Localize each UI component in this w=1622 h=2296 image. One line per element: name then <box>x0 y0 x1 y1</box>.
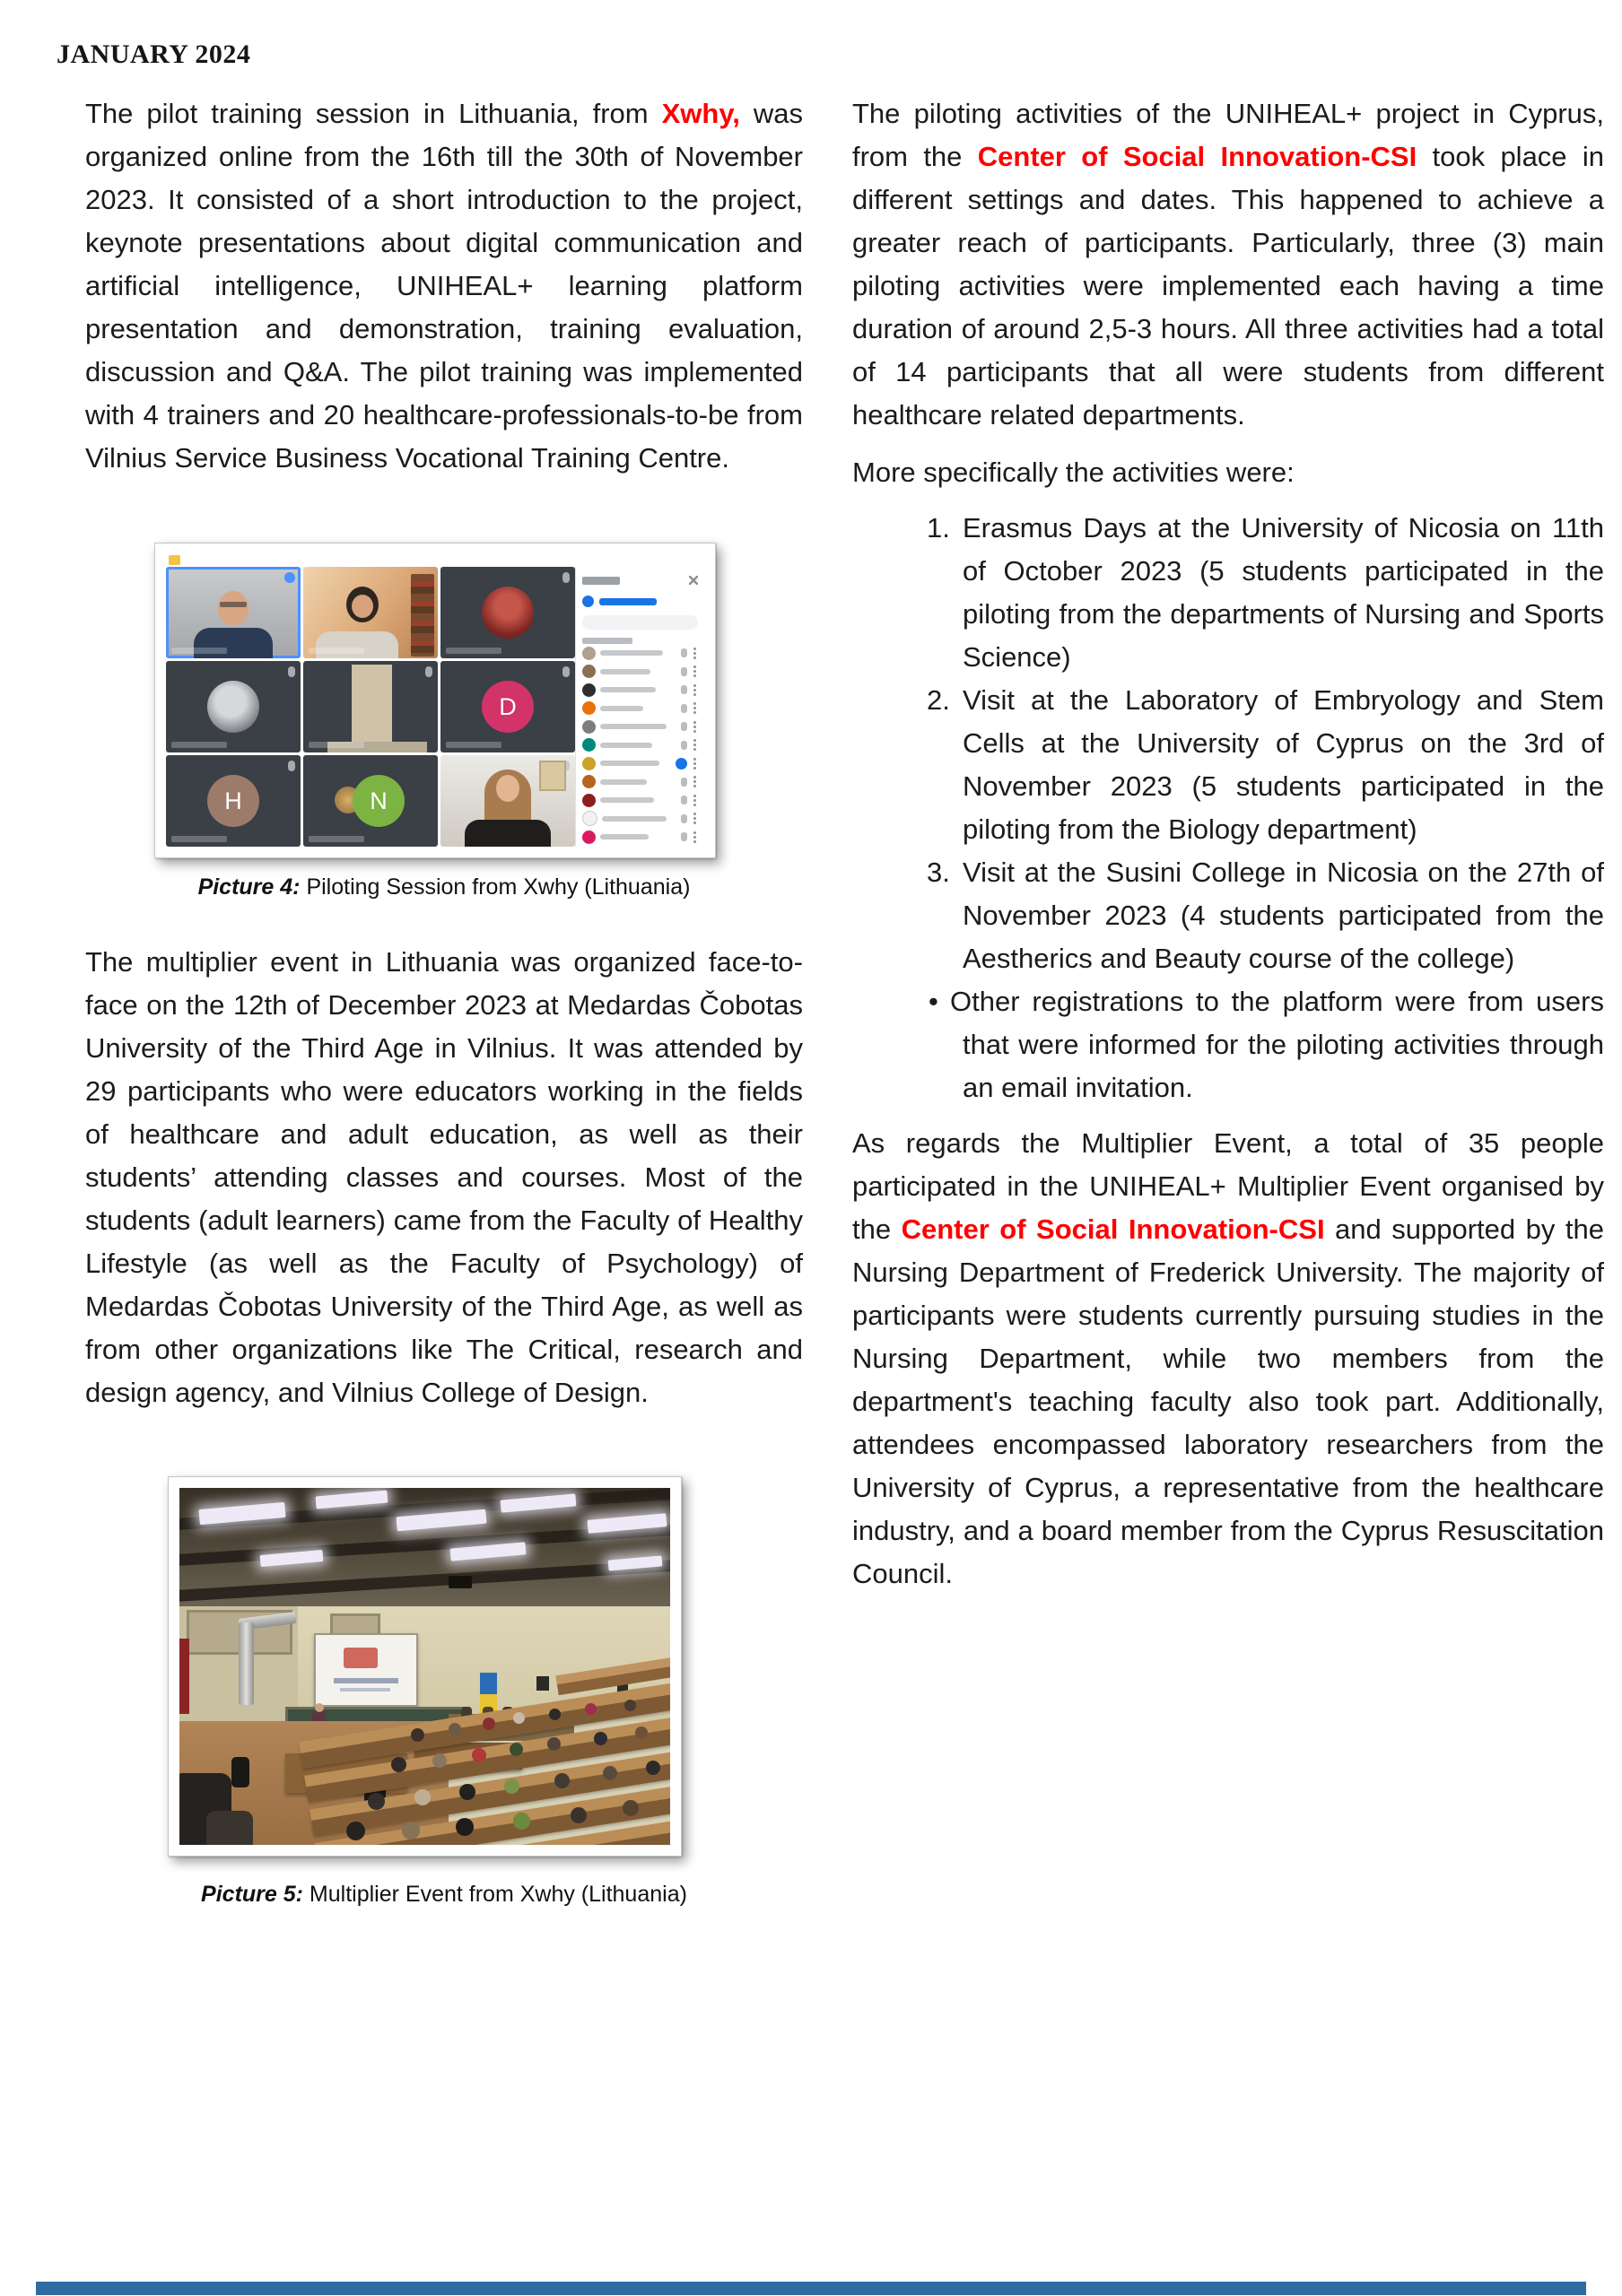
mic-icon <box>681 796 687 804</box>
audience-head <box>449 1723 461 1735</box>
name-label <box>309 648 364 654</box>
list-marker: 3. <box>927 857 950 888</box>
chair <box>231 1757 249 1787</box>
participant-tile <box>303 567 438 658</box>
audience-head <box>571 1807 587 1823</box>
paragraph-text: took place in different settings and dates. This happened to achieve a greater reach of participants. Particularly, three (3) main piloting activities were implemented each having a time duration of around 2,5-3 hours. All three activities had a total of 14 participants that all were students from different healthcare related departments. <box>852 141 1604 430</box>
participant-grid <box>166 567 575 847</box>
footer-accent-bar <box>36 2282 1586 2295</box>
audience-head <box>456 1818 474 1836</box>
audience-head <box>459 1784 475 1800</box>
list-marker: 1. <box>927 512 950 544</box>
name-label <box>446 742 501 748</box>
participant-row <box>582 644 698 663</box>
audience-head <box>368 1793 385 1810</box>
audience-head <box>391 1757 406 1772</box>
participant-tile <box>303 755 438 847</box>
mic-icon <box>681 704 687 713</box>
mic-icon <box>681 667 687 676</box>
audience-head <box>472 1748 486 1762</box>
paragraph-text: The pilot training session in Lithuania, from <box>85 98 662 129</box>
participant-row <box>582 681 698 700</box>
name-label <box>171 836 227 842</box>
caption-text: Piloting Session from Xwhy (Lithuania) <box>300 874 691 900</box>
mic-icon <box>681 722 687 731</box>
name-label <box>171 742 227 748</box>
avatar-initial: N <box>353 775 405 827</box>
more-icon <box>693 744 696 746</box>
participant-row <box>582 736 698 755</box>
lecture-hall-photo <box>179 1488 670 1845</box>
more-icon <box>693 762 696 765</box>
mic-icon <box>425 666 432 677</box>
list-text: Visit at the Laboratory of Embryology and Stem Cells at the University of Cyprus on the 3rd of November 2023 (5 students participated in the piloting from the Biology department) <box>963 684 1604 845</box>
projection-screen <box>314 1633 418 1707</box>
picture5-caption <box>85 1880 803 1909</box>
paragraph-lithuania-multiplier: The multiplier event in Lithuania was organized face-to-face on the 12th of December 2023 at Medardas Čobotas University of the Third Age in Vilnius. It was attended by 29 participants who were educators working in the fields of healthcare and adult education, as well as their students’ attending classes and courses. Most of the students (adult learners) came from the Faculty of Healthy Lifestyle (as well as the Faculty of Psychology) of Medardas Čobotas University of the Third Age, as well as from other organizations like The Critical, research and design agency, and Vilnius College of Design. <box>85 946 803 1408</box>
mic-icon <box>681 648 687 657</box>
participant-row <box>582 828 698 847</box>
list-item <box>852 980 1604 1109</box>
audience-head <box>510 1743 523 1756</box>
ukraine-flag <box>480 1673 497 1694</box>
door <box>352 665 392 744</box>
list-marker: 2. <box>927 684 950 716</box>
audience-head <box>603 1766 617 1780</box>
participant-tile <box>440 661 575 752</box>
air-duct <box>239 1622 254 1705</box>
participant-tile <box>440 755 575 847</box>
participant-row <box>582 810 698 829</box>
paragraph-more-specifically: More specifically the activities were: <box>852 457 1295 488</box>
participant-row <box>582 663 698 682</box>
mic-icon <box>681 832 687 841</box>
mic-icon <box>562 666 570 677</box>
right-column <box>852 92 1604 1909</box>
audience-head <box>504 1779 519 1794</box>
add-person-icon <box>582 596 594 607</box>
audience-head <box>549 1709 561 1720</box>
picture5-frame <box>168 1476 682 1857</box>
folder-icon <box>169 555 180 565</box>
audience-head <box>635 1726 648 1739</box>
wall-speaker <box>536 1676 549 1691</box>
mic-icon <box>681 814 687 823</box>
participant-row <box>582 791 698 810</box>
list-item <box>852 507 1604 679</box>
more-icon <box>693 780 696 783</box>
caption-label: Picture 4: <box>197 874 301 900</box>
search-input <box>582 615 698 630</box>
pin-icon <box>284 572 295 583</box>
mic-icon <box>288 666 295 677</box>
participant-row <box>582 718 698 736</box>
people-panel-title <box>582 577 620 585</box>
bullet-marker: • <box>929 986 938 1017</box>
picture4-caption <box>85 873 803 901</box>
paragraph-text: As regards the Multiplier Event, a total of 35 people participated in the UNIHEAL+ Multiplier Event organised by the <box>852 1127 1604 1245</box>
two-column-layout <box>85 92 1604 1909</box>
audience-head <box>483 1718 495 1730</box>
wall-picture <box>539 761 566 791</box>
avatar <box>207 681 259 733</box>
list-text: Visit at the Susini College in Nicosia on the 27th of November 2023 (4 students participated from the Aestherics and Beauty course of the college) <box>963 857 1604 974</box>
name-label <box>446 648 501 654</box>
participant-tile <box>303 661 438 752</box>
paragraph-text: was organized online from the 16th till the 30th of November 2023. It consisted of a short introduction to the project, keynote presentations about digital communication and artificial intelligence, UNIHEAL+ learning platform presentation and demonstration, training evaluation, discussion and Q&A. The pilot training was implemented with 4 trainers and 20 healthcare-professionals-to-be from Vilnius Service Business Vocational Training Centre. <box>85 98 803 474</box>
more-icon <box>693 689 696 691</box>
audience-head <box>432 1753 447 1768</box>
list-text: Other registrations to the platform were from users that were informed for the piloting activities through an email invitation. <box>950 986 1604 1103</box>
mic-icon <box>288 761 295 771</box>
list-item <box>852 851 1604 980</box>
name-label <box>171 648 227 654</box>
participant-row <box>582 700 698 718</box>
more-icon <box>693 799 696 802</box>
highlight-csi: Center of Social Innovation-CSI <box>901 1213 1325 1245</box>
audience-head <box>402 1822 420 1839</box>
avatar-initial: D <box>482 681 534 733</box>
paragraph-cyprus-piloting <box>852 92 1604 437</box>
avatar <box>482 587 534 639</box>
audience-head <box>624 1700 636 1711</box>
audience-head <box>646 1761 660 1775</box>
mic-icon <box>681 778 687 787</box>
left-column <box>85 92 803 1909</box>
paragraph-text: and supported by the Nursing Department of Frederick University. The majority of participants were students currently pursuing studies in the Nursing Department, while two members from the department's teaching faculty also took part. Additionally, attendees encompassed laboratory researchers from the University of Cyprus, a representative from the healthcare industry, and a board member from the Cyprus Resuscitation Council. <box>852 1213 1604 1589</box>
audience-head <box>346 1822 365 1840</box>
glasses <box>220 602 247 607</box>
page-title: JANUARY 2024 <box>57 39 251 69</box>
audience-head <box>513 1813 530 1830</box>
list-text: Erasmus Days at the University of Nicosia on 11th of October 2023 (5 students participated in the piloting from the departments of Nursing and Sports Science) <box>963 512 1604 673</box>
more-icon <box>693 652 696 655</box>
bookshelf <box>411 574 434 657</box>
caption-label: Picture 5: <box>201 1882 303 1907</box>
video-call-screenshot <box>166 554 704 847</box>
paragraph-multiplier-event <box>852 1122 1604 1596</box>
audience-head <box>554 1773 570 1788</box>
participant-tile <box>166 567 301 658</box>
audience-head <box>623 1800 639 1816</box>
caption-text: Multiplier Event from Xwhy (Lithuania) <box>302 1882 687 1907</box>
red-flag <box>179 1639 189 1714</box>
audience-head <box>411 1728 424 1742</box>
mic-icon <box>562 572 570 583</box>
projector <box>449 1576 472 1588</box>
participant-tile <box>440 567 575 658</box>
picture4-frame <box>154 543 716 858</box>
more-icon <box>693 836 696 839</box>
audience-head <box>547 1737 561 1751</box>
people-panel <box>575 567 704 847</box>
paragraph-lithuania-pilot <box>85 92 803 480</box>
close-icon <box>689 576 698 585</box>
participant-row <box>582 754 698 773</box>
status-icon <box>676 758 687 770</box>
bag <box>206 1811 253 1845</box>
name-label <box>309 742 364 748</box>
highlight-csi: Center of Social Innovation-CSI <box>977 141 1417 172</box>
more-icon <box>693 670 696 673</box>
list-item <box>852 679 1604 851</box>
highlight-xwhy: Xwhy, <box>661 98 740 129</box>
mic-icon <box>681 741 687 750</box>
participant-row <box>582 847 698 848</box>
paragraph-text: The piloting activities of the UNIHEAL+ project in Cyprus, from the <box>852 98 1604 172</box>
audience-head <box>594 1732 607 1745</box>
avatar-initial: H <box>207 775 259 827</box>
audience-head <box>414 1789 431 1805</box>
participant-tile <box>166 661 301 752</box>
in-call-section-label <box>582 638 632 644</box>
activities-list <box>852 507 1604 1109</box>
audience-head <box>585 1703 597 1715</box>
add-people-label <box>599 598 657 605</box>
more-icon <box>693 707 696 709</box>
more-icon <box>693 726 696 728</box>
name-label <box>309 836 364 842</box>
mic-icon <box>681 685 687 694</box>
audience-head <box>513 1712 525 1724</box>
participant-tile <box>166 755 301 847</box>
participant-row <box>582 773 698 792</box>
more-icon <box>693 817 696 820</box>
